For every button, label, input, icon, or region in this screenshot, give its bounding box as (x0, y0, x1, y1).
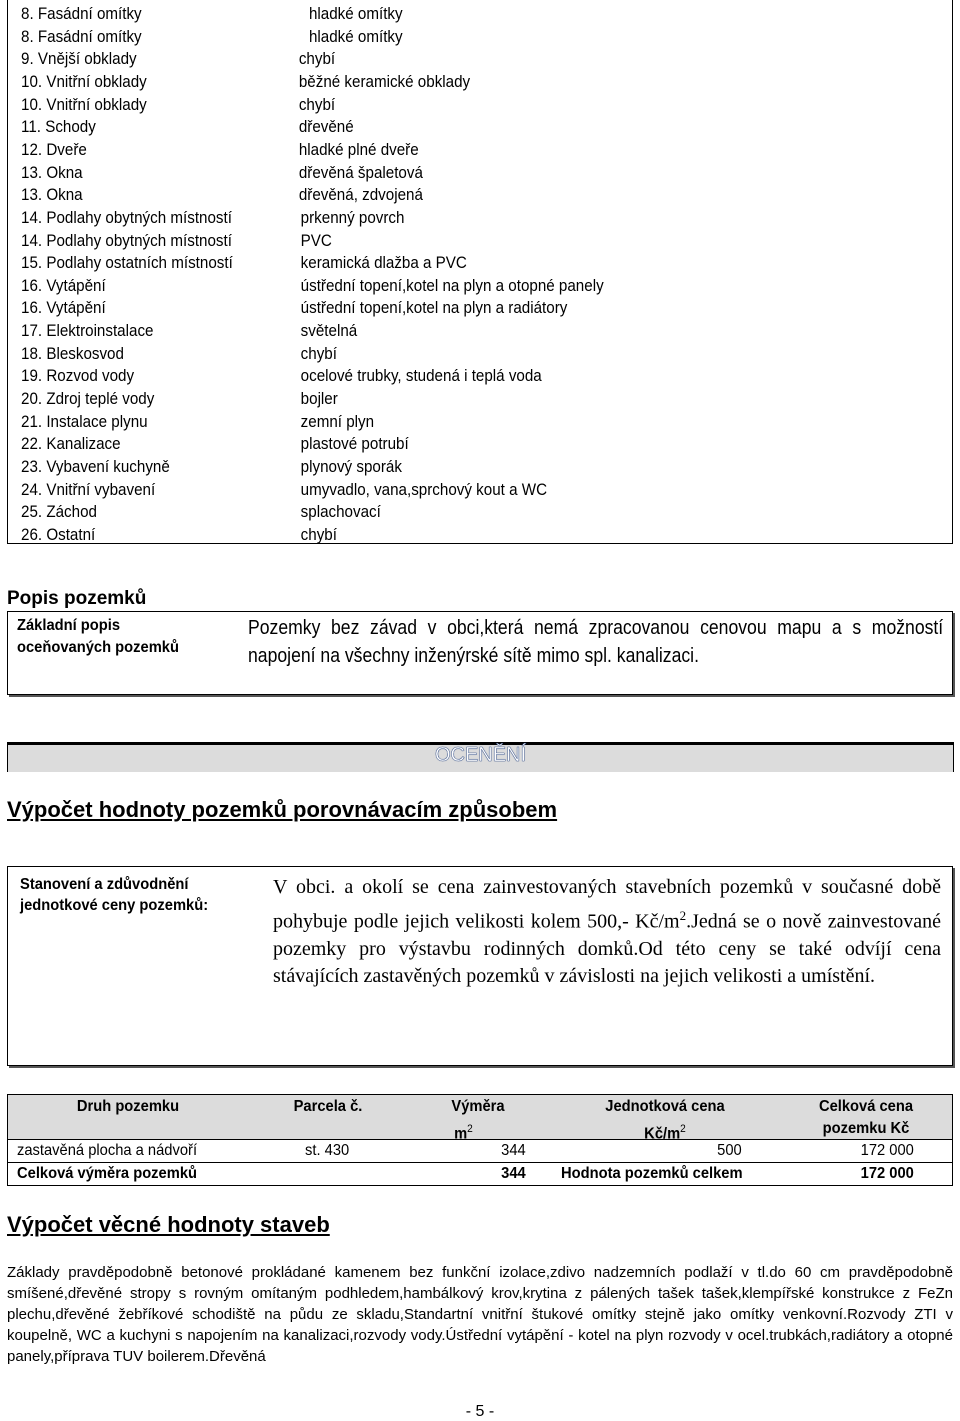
equipment-item: 16. Vytápění (21, 299, 106, 318)
equipment-item: 21. Instalace plynu (21, 412, 148, 431)
equipment-item: 14. Podlahy obytných místností (21, 231, 232, 250)
land-description-box (7, 611, 953, 695)
equipment-item: 24. Vnitřní vybavení (21, 480, 156, 499)
equipment-value: dřevěná, zdvojená (298, 186, 423, 205)
summary-label: Celková výměra pozemků (17, 1165, 198, 1182)
comparative-valuation-heading: Výpočet hodnoty pozemků porovnávacím způsobem (7, 797, 558, 822)
equipment-item: 10. Vnitřní obklady (21, 95, 147, 114)
equipment-value: hladké omítky (308, 5, 403, 23)
equipment-value: prkenný povrch (300, 208, 405, 227)
land-description-label-1: Základní popis (17, 617, 121, 634)
land-table (7, 1094, 953, 1186)
equipment-value: ústřední topení,kotel na plyn a otopné panely (300, 276, 604, 295)
equipment-item: 13. Okna (21, 186, 83, 205)
equipment-item: 23. Vybavení kuchyně (21, 458, 170, 476)
equipment-item: 12. Dveře (21, 140, 87, 159)
valuation-banner-title: OCENĚNÍ (434, 744, 527, 766)
header-total-2: pozemku Kč (822, 1120, 910, 1137)
header-area-sup: 2 (467, 1123, 473, 1135)
equipment-item: 8. Fasádní omítky (21, 27, 142, 46)
unit-price-text-b: .Jedná se o nově zainvestované pozemky pro výstavbu rodinných domků.Od této ceny se také odvíjí cena stávajících zastavěných pozemků v závislosti na jejich velikosti a umístění. (273, 910, 941, 988)
equipment-value: keramická dlažba a PVC (300, 254, 467, 273)
equipment-value: chybí (298, 50, 336, 69)
equipment-value: chybí (300, 525, 337, 544)
equipment-value: světelná (300, 322, 358, 341)
equipment-value: plastové potrubí (300, 435, 409, 454)
equipment-value: hladké plné dveře (298, 140, 419, 159)
header-unit-price-sup: 2 (680, 1123, 686, 1135)
equipment-value: bojler (300, 390, 338, 409)
header-unit-price-1: Jednotková cena (605, 1098, 725, 1115)
equipment-value: splachovací (300, 503, 381, 522)
equipment-item: 16. Vytápění (21, 276, 106, 295)
page-number: - 5 - (465, 1403, 495, 1420)
equipment-item: 10. Vnitřní obklady (21, 72, 147, 91)
row-total: 172 000 (860, 1142, 914, 1159)
equipment-value: PVC (300, 231, 332, 250)
header-parcel: Parcela č. (293, 1098, 363, 1115)
row-unit-price: 500 (717, 1142, 742, 1159)
unit-price-text-a: V obci. a okolí se cena zainvestovaných stavebních pozemků v současné době pohybuje podle jejich velikosti kolem 500,- Kč/m (273, 876, 941, 933)
equipment-item: 15. Podlahy ostatních místností (21, 254, 233, 273)
unit-price-label-1: Stanovení a zdůvodnění (20, 876, 189, 893)
summary-value: 172 000 (860, 1165, 914, 1182)
header-type: Druh pozemku (76, 1098, 180, 1115)
header-total-1: Celková cena (818, 1098, 914, 1115)
equipment-item: 22. Kanalizace (21, 435, 121, 454)
header-area-1: Výměra (451, 1098, 505, 1115)
equipment-item: 26. Ostatní (21, 525, 96, 544)
header-total (802, 1096, 931, 1140)
buildings-valuation-heading: Výpočet věcné hodnoty staveb (7, 1212, 330, 1237)
equipment-value: zemní plyn (300, 412, 375, 431)
equipment-value: dřevěná špaletová (298, 163, 423, 182)
equipment-value: ocelové trubky, studená i teplá voda (300, 367, 542, 386)
summary-area: 344 (501, 1165, 526, 1182)
row-area: 344 (501, 1142, 526, 1159)
equipment-item: 11. Schody (21, 118, 96, 137)
row-type: zastavěná plocha a nádvoří (17, 1142, 198, 1159)
header-area (441, 1096, 515, 1145)
equipment-item: 19. Rozvod vody (21, 367, 135, 386)
unit-price-sup: 2 (679, 907, 687, 923)
equipment-item: 9. Vnější obklady (21, 50, 137, 69)
buildings-description: Základy pravděpodobně betonové prokládané kamenem bez funkční izolace,zdivo nadzemních podlaží v tl.do 60 cm pravděpodobně smíšené,dřevěné stropy s rovným omítaným podhledem,hambálkový krov,krytina z pálených tašek tašek,klempířské konstrukce z FeZn plechu,dřevěné žebříkové schodiště na půdu ze skladu,Standartní vnitřní štukové omítky stejně jako omítky venkovní.Rozvody ZTI v koupelně, WC a kuchyni s napojením na kanalizaci,rozvody vody.Ústřední vytápění - kotel na plyn rozvody v ocel.trubkách,radiátory a otopné panely,příprava TUV boilerem.Dřevěná (7, 1264, 953, 1365)
land-description-heading: Popis pozemků (7, 588, 147, 609)
unit-price-label-2: jednotkové ceny pozemků: (20, 897, 209, 914)
unit-price-text (273, 874, 941, 991)
land-description-text: Pozemky bez závad v obci,která nemá zpracovanou cenovou mapu a s možností napojení na všechny inženýrské sítě mimo spl. kanalizaci. (248, 617, 944, 667)
equipment-value: chybí (298, 95, 336, 114)
equipment-item: 13. Okna (21, 163, 83, 182)
equipment-item: 25. Záchod (21, 503, 97, 522)
equipment-value: chybí (300, 344, 337, 363)
row-parcel: st. 430 (305, 1142, 350, 1159)
land-description-label-2: oceňovaných pozemků (17, 639, 179, 656)
equipment-item: 20. Zdroj teplé vody (21, 390, 155, 409)
equipment-item: 8. Fasádní omítky (21, 5, 142, 23)
equipment-value: dřevěné (298, 118, 354, 137)
equipment-value: běžné keramické obklady (298, 72, 471, 91)
header-unit-price-2: $Kč/m^2$ (644, 1123, 686, 1143)
equipment-value: hladké omítky (308, 27, 403, 46)
equipment-value: plynový sporák (300, 458, 402, 476)
equipment-value: umyvadlo, vana,sprchový kout a WC (300, 480, 548, 499)
equipment-list (7, 0, 953, 544)
summary-value-label: Hodnota pozemků celkem (561, 1165, 743, 1182)
equipment-item: 18. Bleskosvod (21, 344, 124, 363)
equipment-value: ústřední topení,kotel na plyn a radiátory (300, 299, 568, 318)
equipment-item: 14. Podlahy obytných místností (21, 208, 232, 227)
header-unit-price (591, 1096, 738, 1145)
header-area-2: $m^2$ (454, 1123, 473, 1143)
equipment-item: 17. Elektroinstalace (21, 322, 154, 341)
valuation-banner (7, 742, 954, 772)
